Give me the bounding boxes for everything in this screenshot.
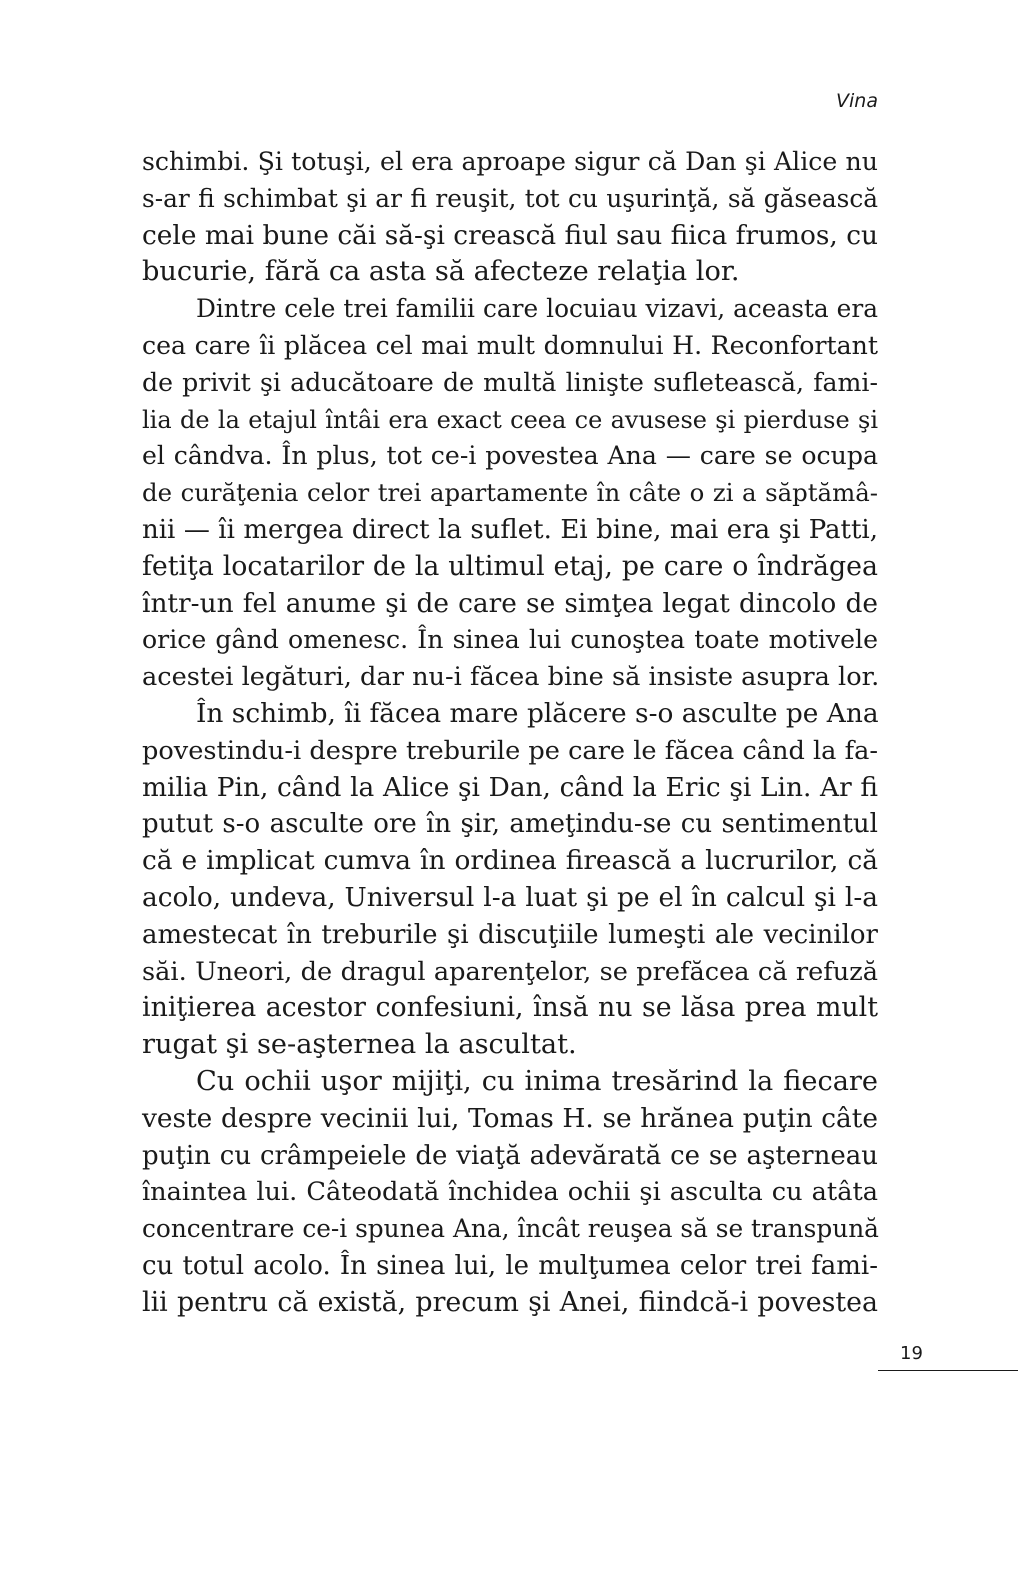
text-line: milia Pin, când la Alice şi Dan, când la Eric şi Lin. Ar fi: [142, 771, 878, 803]
text-line: puţin cu crâmpeiele de viaţă adevărată ce se aşterneau: [142, 1140, 878, 1171]
running-head-title: Vina: [836, 90, 878, 112]
body-text: [142, 144, 878, 1322]
text-line: rugat şi se-aşternea la ascultat.: [142, 1029, 577, 1061]
text-line: că e implicat cumva în ordinea firească a lucrurilor, că: [142, 845, 878, 877]
text-line: orice gând omenesc. În sinea lui cunoştea toate motivele: [142, 625, 878, 655]
text-line: într-un fel anume şi de care se simţea legat dincolo de: [142, 587, 878, 619]
text-line: el cândva. În plus, tot ce-i povestea Ana — care se ocupa: [142, 441, 878, 471]
text-line: veste despre vecinii lui, Tomas H. se hrănea puţin câte: [142, 1102, 878, 1134]
page-number: 19: [900, 1343, 923, 1364]
text-line: concentrare ce-i spunea Ana, încât reuşea să se transpună: [142, 1214, 879, 1244]
text-line: de privit şi aducătoare de multă linişte sufletească, fami-: [142, 367, 878, 397]
text-line-paragraph-start: Dintre cele trei familii care locuiau vizavi, aceasta era: [196, 294, 878, 324]
text-line: cu totul acolo. În sinea lui, le mulţumea celor trei fami-: [142, 1250, 878, 1281]
text-line: de curăţenia celor trei apartamente în câte o zi a săptămâ-: [142, 478, 878, 508]
footer-rule: [878, 1370, 1018, 1371]
text-line: fetiţa locatarilor de la ultimul etaj, pe care o îndrăgea: [142, 550, 878, 582]
text-line: lii pentru că există, precum şi Anei, fiindcă-i povestea: [142, 1286, 878, 1318]
text-line: putut s-o asculte ore în şir, ameţindu-se cu sentimentul: [142, 809, 878, 840]
text-line: acolo, undeva, Universul l-a luat şi pe el în calcul şi l-a: [142, 881, 878, 913]
text-line: bucurie, fără ca asta să afecteze relaţia lor.: [142, 256, 740, 288]
text-line: povestindu-i despre treburile pe care le făcea când la fa-: [142, 735, 878, 766]
text-line: acestei legături, dar nu-i făcea bine să insiste asupra lor.: [142, 662, 880, 693]
text-line: amestecat în treburile şi discuţiile lumeşti ale vecinilor: [142, 919, 878, 950]
text-line-paragraph-start: În schimb, îi făcea mare plăcere s-o asculte pe Ana: [196, 697, 879, 729]
text-line: înaintea lui. Câteodată închidea ochii şi asculta cu atâta: [142, 1177, 878, 1208]
text-line: lia de la etajul întâi era exact ceea ce avusese şi pierduse şi: [142, 405, 878, 434]
text-line: cea care îi plăcea cel mai mult domnului H. Reconfortant: [142, 330, 878, 360]
text-line: nii — îi mergea direct la suflet. Ei bine, mai era şi Patti,: [142, 514, 878, 545]
text-line: săi. Uneori, de dragul aparenţelor, se prefăcea că refuză: [142, 956, 878, 987]
text-line: schimbi. Şi totuşi, el era aproape sigur că Dan şi Alice nu: [142, 147, 878, 176]
text-line: s-ar fi schimbat şi ar fi reuşit, tot cu uşurinţă, să găsească: [142, 183, 878, 213]
text-line: cele mai bune căi să-şi crească fiul sau fiica frumos, cu: [142, 219, 878, 251]
text-line: iniţierea acestor confesiuni, însă nu se lăsa prea mult: [142, 992, 878, 1024]
text-line-paragraph-start: Cu ochii uşor mijiţi, cu inima tresărind la fiecare: [196, 1065, 878, 1097]
